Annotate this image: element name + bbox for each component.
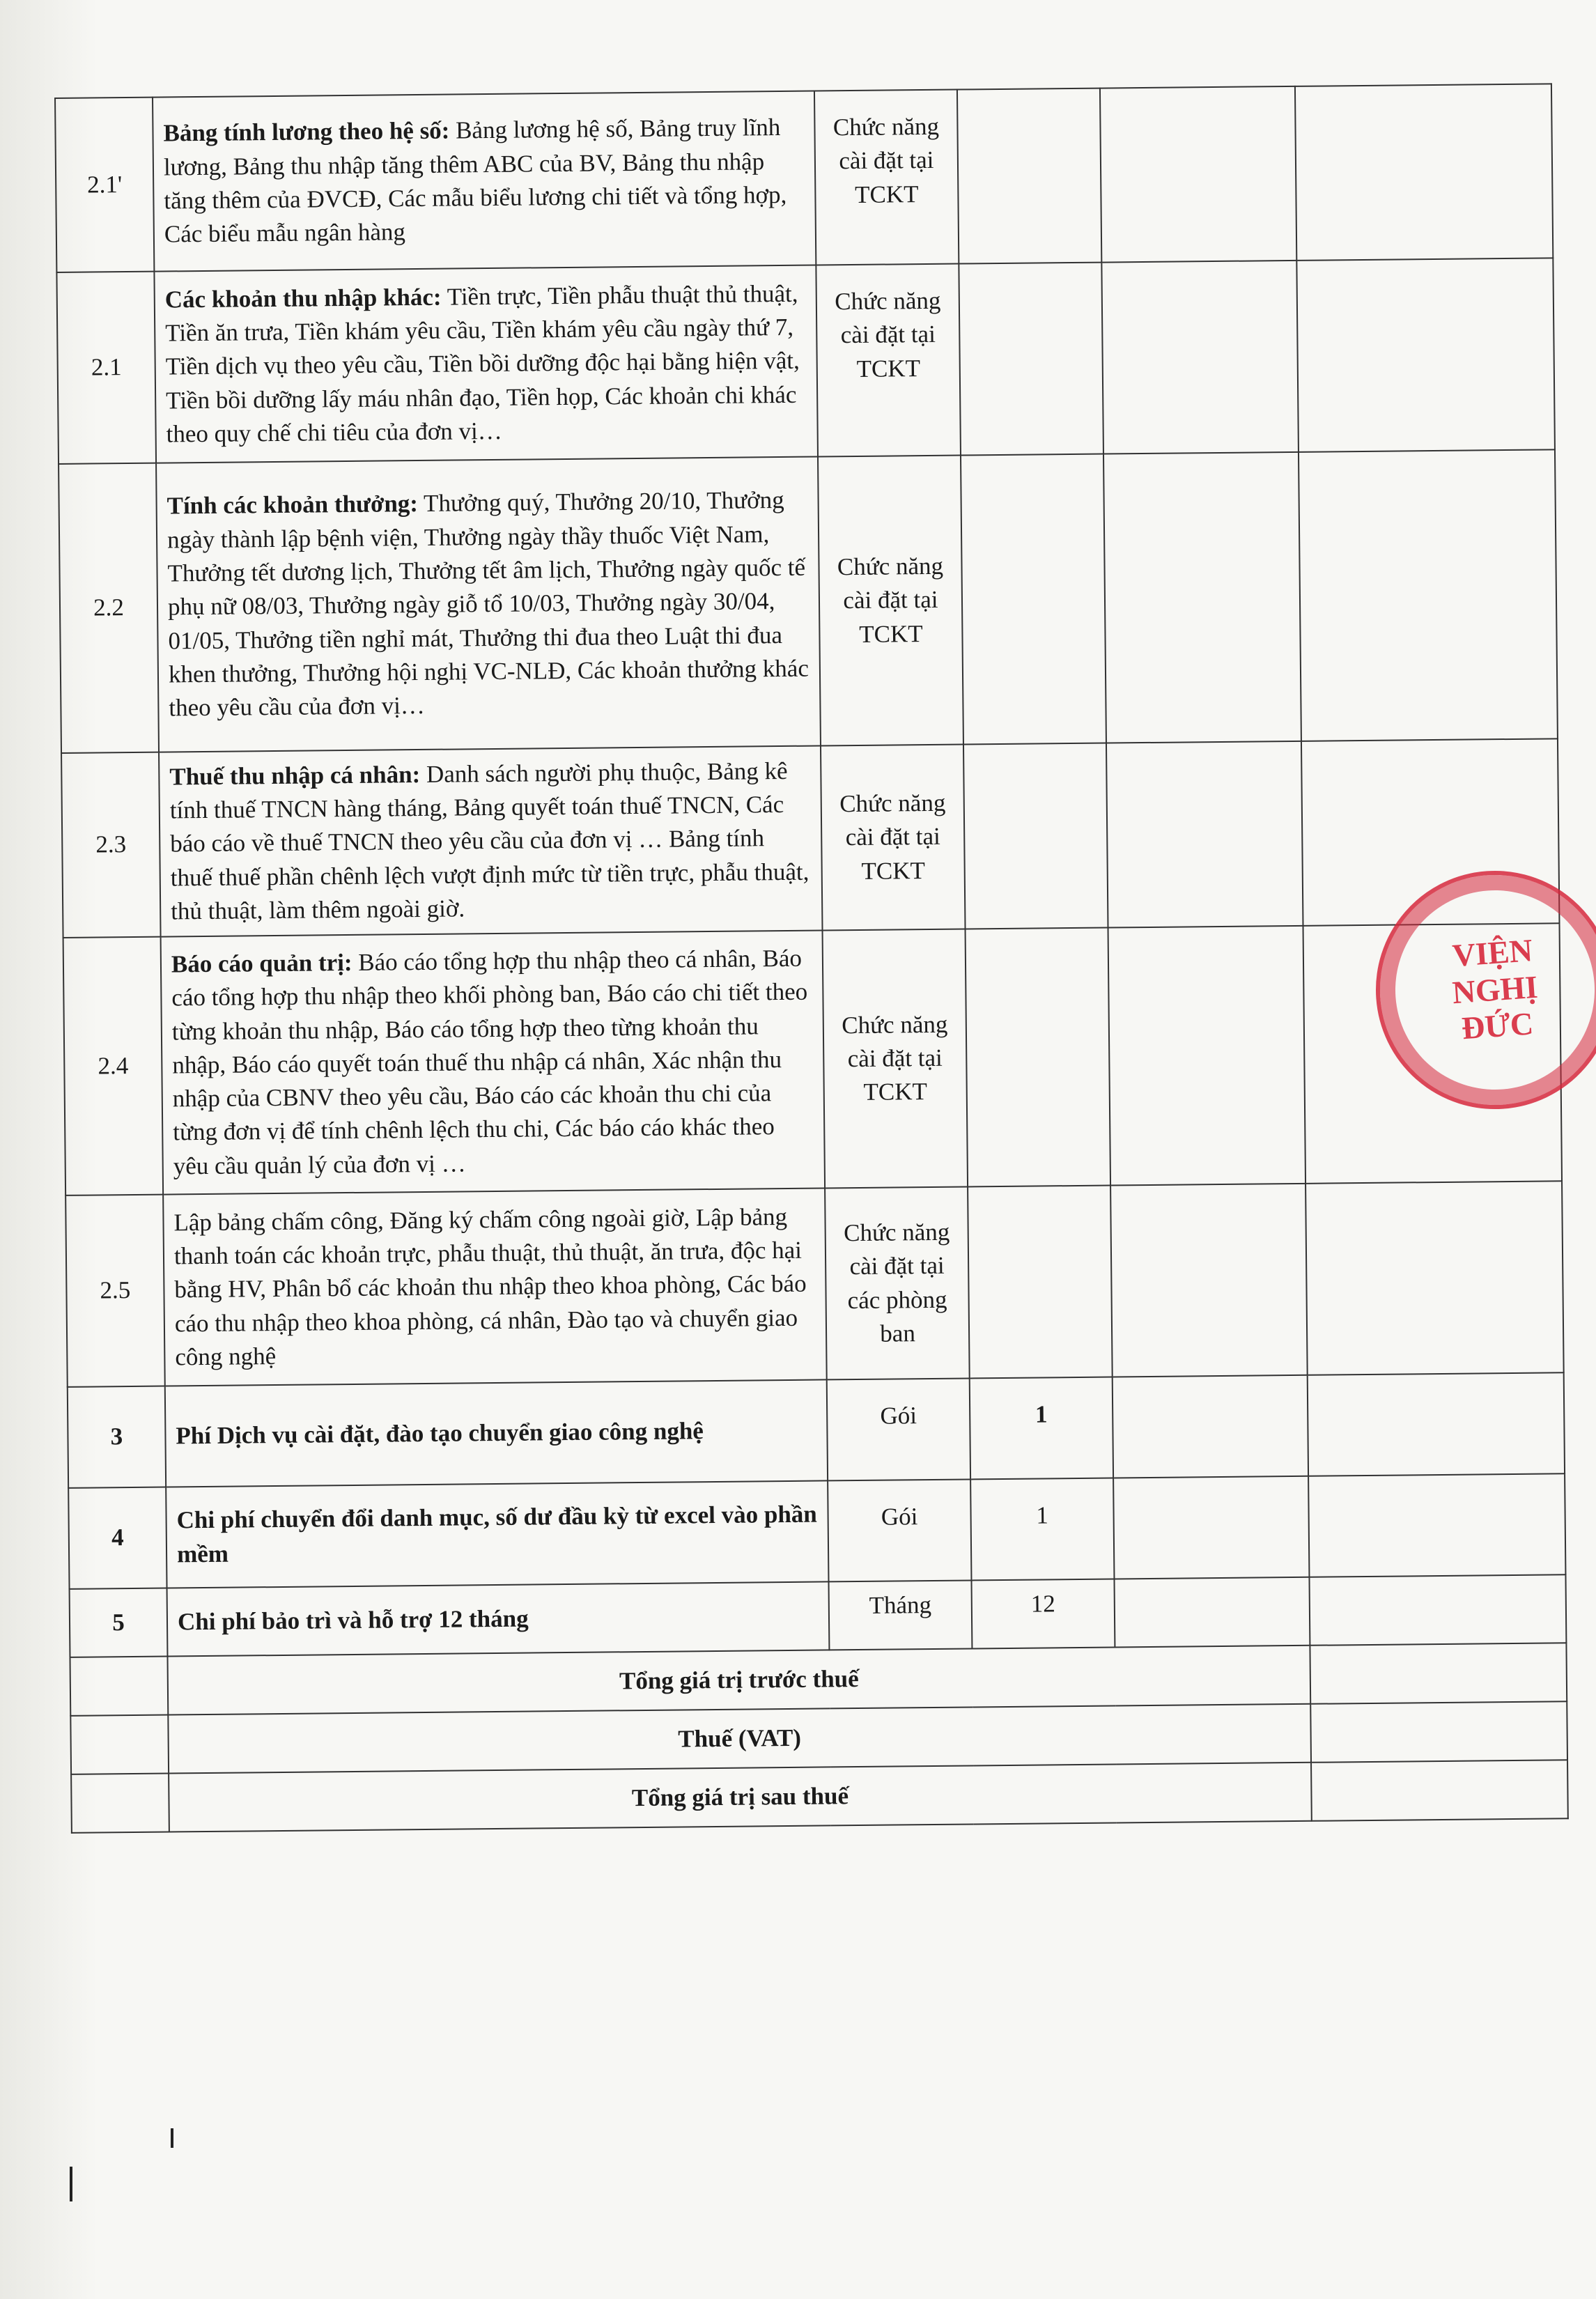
stamp-line-2: NGHỊ [1450,968,1539,1010]
row-unit-price [1113,1375,1308,1478]
row-detail: Danh sách người phụ thuộc, Bảng kê tính thuế TNCN hàng tháng, Bảng quyết toán thuế TNCN, Các báo cáo về thuế TNCN theo yêu cầu của đơn vị … Bảng tính thuế thuế phần chênh lệch vượt định mức từ tiền trực, phẫu thuật, thủ thuật, làm thêm ngoài giờ. [169,757,809,925]
row-title: Bảng tính lương theo hệ số: [163,116,450,147]
row-unit-price [1110,1184,1308,1377]
pre-tax-total-label: Tổng giá trị trước thuế [167,1646,1310,1715]
row-unit-price [1106,741,1303,928]
row-description [163,1188,827,1386]
row-detail: Thưởng quý, Thưởng 20/10, Thưởng ngày thành lập bệnh viện, Thưởng ngày thầy thuốc Việt Nam, Thưởng tết dương lịch, Thưởng tết âm lịch, Thưởng ngày quốc tế phụ nữ 08/03, Thưởng ngày giỗ tổ 10/03, Thưởng ngày 30/04, 01/05, Thưởng tiền nghỉ mát, Thưởng thi đua theo Luật thi đua khen thưởng, Thưởng hội nghị VC-NLĐ, Các khoản thưởng khác theo yêu cầu của đơn vị… [166,486,809,722]
row-unit: Gói [828,1479,971,1581]
vat-value [1310,1701,1567,1763]
row-description: Chi phí bảo trì và hỗ trợ 12 tháng [167,1581,830,1656]
row-description [153,91,816,272]
row-stt: 5 [70,1588,168,1657]
row-unit-price [1100,86,1296,263]
row-amount [1296,258,1555,452]
row-quantity [968,1186,1113,1379]
row-description: Phí Dịch vụ cài đặt, đào tạo chuyển giao công nghệ [165,1379,828,1487]
table-row [61,738,1559,938]
row-stt: 2.5 [65,1195,165,1387]
row-title: Tính các khoản thưởng: [166,490,419,520]
row-amount [1299,449,1558,741]
table-row [59,449,1558,753]
row-detail: Bảng lương hệ số, Bảng truy lĩnh lương, Bảng thu nhập tăng thêm ABC của BV, Bảng thu nhập tăng thêm của ĐVCĐ, Các mẫu biểu lương chi tiết và tổng hợp, Các biểu mẫu ngân hàng [163,114,787,248]
row-stt: 3 [68,1386,166,1488]
row-amount [1306,1181,1564,1375]
row-unit: Chức năng cài đặt tại TCKT [823,929,968,1189]
row-stt: 2.1 [56,272,156,464]
pre-tax-total-value [1310,1643,1567,1704]
row-description [159,745,823,936]
row-detail: Lập bảng chấm công, Đăng ký chấm công ngoài giờ, Lập bảng thanh toán các khoản trực, phẫu thuật, thủ thuật, ăn trưa, độc hại bằng HV, Phân bổ các khoản thu nhập theo khoa phòng, Các báo cáo thu nhập theo khoa phòng, cá nhân, Đào tạo và chuyển giao công nghệ [173,1202,807,1371]
row-description: Chi phí chuyển đổi danh mục, số dư đầu kỳ từ excel vào phần mềm [166,1480,828,1588]
row-quantity [963,743,1108,929]
row-stt: 2.3 [61,752,161,938]
row-unit: Tháng [829,1580,973,1650]
row-title: Các khoản thu nhập khác: [164,283,442,314]
row-unit: Chức năng cài đặt tại các phòng ban [825,1186,970,1379]
row-unit-price [1113,1476,1309,1579]
row-description [161,930,826,1194]
row-amount [1309,1574,1566,1646]
stamp-line-1: VIỆN [1451,931,1534,973]
row-unit-price [1108,926,1306,1186]
row-quantity: 12 [971,1579,1115,1648]
row-quantity: 1 [970,1478,1114,1580]
summary-blank [70,1715,169,1774]
row-stt: 2.1' [55,98,154,272]
row-amount [1308,1372,1565,1476]
row-title: Báo cáo quản trị: [171,948,352,978]
row-unit-price [1114,1577,1310,1648]
vat-label: Thuế (VAT) [168,1704,1311,1774]
table-row [65,1181,1564,1387]
row-quantity: 1 [970,1377,1113,1480]
quotation-table [54,83,1569,1834]
row-detail: Báo cáo tổng hợp thu nhập theo cá nhân, Báo cáo tổng hợp thu nhập theo khối phòng ban, Báo cáo chi tiết theo từng khoản thu nhập, Báo cáo tổng hợp theo từng khoản thu nhập, Báo cáo quyết toán thuế thu nhập cá nhân, Xác nhận thu nhập của CBNV theo yêu cầu, Báo cáo các khoản thu chi của từng đơn vị để tính chênh lệch thu chi, Các báo cáo khác theo yêu cầu quản lý của đơn vị … [171,944,808,1180]
row-stt: 2.2 [59,463,159,753]
post-tax-total-label: Tổng giá trị sau thuế [169,1763,1312,1832]
row-stt: 4 [68,1487,166,1589]
stamp-line-3: ĐỨC [1460,1005,1535,1046]
row-quantity [957,88,1101,264]
row-amount [1295,84,1553,261]
row-stt: 2.4 [63,937,164,1195]
row-quantity [959,263,1103,456]
row-unit: Gói [827,1378,970,1480]
summary-blank [71,1774,169,1833]
row-unit-price [1101,261,1299,454]
table-row [68,1473,1565,1589]
row-description [156,457,821,752]
scan-mark [70,2167,72,2201]
row-unit: Chức năng cài đặt tại TCKT [821,745,966,931]
row-description [154,265,818,463]
post-tax-total-value [1311,1760,1568,1821]
row-unit: Chức năng cài đặt tại TCKT [818,456,963,746]
row-unit: Chức năng cài đặt tại TCKT [814,90,959,265]
row-quantity [961,454,1106,745]
row-unit-price [1103,452,1301,743]
table-row [63,923,1562,1195]
table-row [56,258,1555,464]
row-detail: Tiền trực, Tiền phẫu thuật thủ thuật, Tiền ăn trưa, Tiền khám yêu cầu, Tiền khám yêu cầu ngày thứ 7, Tiền dịch vụ theo yêu cầu, Tiền bồi dưỡng độc hại bằng hiện vật, Tiền bồi dưỡng lấy máu nhân đạo, Tiền họp, Các khoản chi khác theo quy chế chi tiêu của đơn vị… [165,279,800,448]
row-unit: Chức năng cài đặt tại TCKT [816,264,961,457]
table-row [68,1372,1565,1488]
summary-blank [70,1657,168,1716]
scan-mark [171,2128,173,2148]
row-amount [1308,1473,1565,1577]
table-row [55,84,1553,272]
row-title: Thuế thu nhập cá nhân: [169,760,421,791]
row-quantity [966,928,1111,1187]
